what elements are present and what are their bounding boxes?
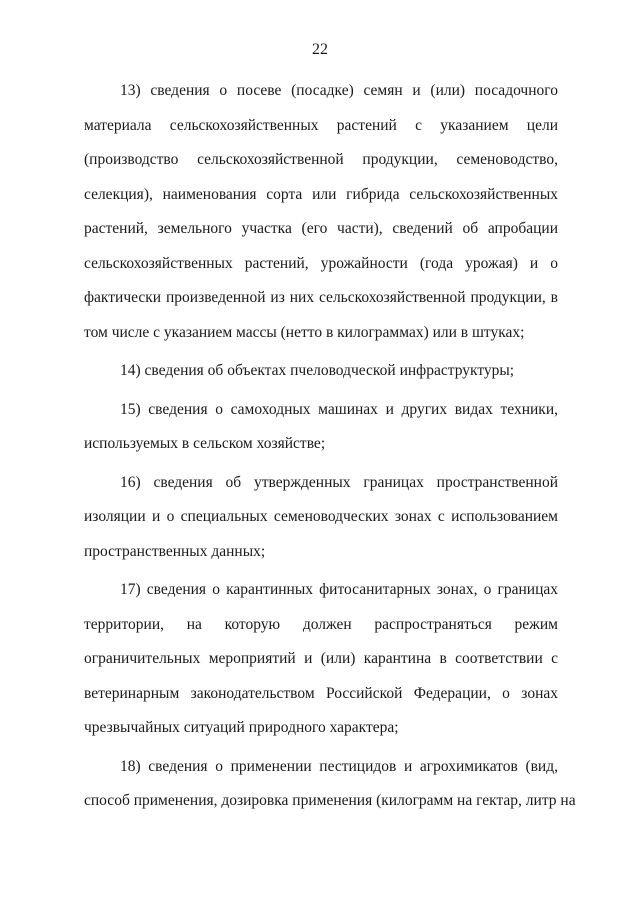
paragraph-line: ветеринарным законодательством Российской Федерации, о зонах xyxy=(84,684,558,702)
paragraph-line: фактически произведенной из них сельскохозяйственной продукции, в xyxy=(84,289,558,306)
paragraph-line: чрезвычайных ситуаций природного характера; xyxy=(84,719,399,736)
paragraph-line: способ применения, дозировка применения (килограмм на гектар, литр на xyxy=(84,792,576,809)
paragraph-line: 17) сведения о карантинных фитосанитарных зонах, о границах xyxy=(120,581,558,598)
paragraph-line: 15) сведения о самоходных машинах и других видах техники, xyxy=(120,400,558,418)
paragraph-line: селекция), наименования сорта или гибрида сельскохозяйственных xyxy=(84,185,558,203)
paragraph-line: (производство сельскохозяйственной продукции, семеноводство, xyxy=(84,151,558,168)
paragraph-line: сельскохозяйственных растений, урожайности (года урожая) и о xyxy=(84,254,558,272)
paragraph-line: 16) сведения об утвержденных границах пространственной xyxy=(120,473,558,491)
paragraph-line: 14) сведения об объектах пчеловодческой инфраструктуры; xyxy=(120,362,515,379)
paragraph-14 xyxy=(84,354,558,389)
paragraph-18 xyxy=(84,750,576,819)
document-body xyxy=(84,74,576,823)
paragraph-line: используемых в сельском хозяйстве; xyxy=(84,435,326,452)
paragraph-15 xyxy=(84,393,558,462)
paragraph-line: том числе с указанием массы (нетто в килограммах) или в штуках; xyxy=(84,323,525,341)
paragraph-line: пространственных данных; xyxy=(84,542,266,560)
page-number: 22 xyxy=(312,41,328,58)
paragraph-line: 13) сведения о посеве (посадке) семян и (или) посадочного xyxy=(120,82,558,99)
paragraph-line: 18) сведения о применении пестицидов и агрохимикатов (вид, xyxy=(120,757,558,775)
paragraph-line: материала сельскохозяйственных растений с указанием цели xyxy=(84,116,558,134)
paragraph-line: территории, на которую должен распространяться режим xyxy=(84,615,558,633)
paragraph-16 xyxy=(84,466,558,570)
paragraph-line: растений, земельного участка (его части), сведений об апробации xyxy=(84,220,558,237)
paragraph-17 xyxy=(84,573,558,746)
paragraph-line: изоляции и о специальных семеноводческих зонах с использованием xyxy=(84,508,558,525)
paragraph-13 xyxy=(84,74,558,350)
paragraph-line: ограничительных мероприятий и (или) карантина в соответствии с xyxy=(84,650,558,667)
